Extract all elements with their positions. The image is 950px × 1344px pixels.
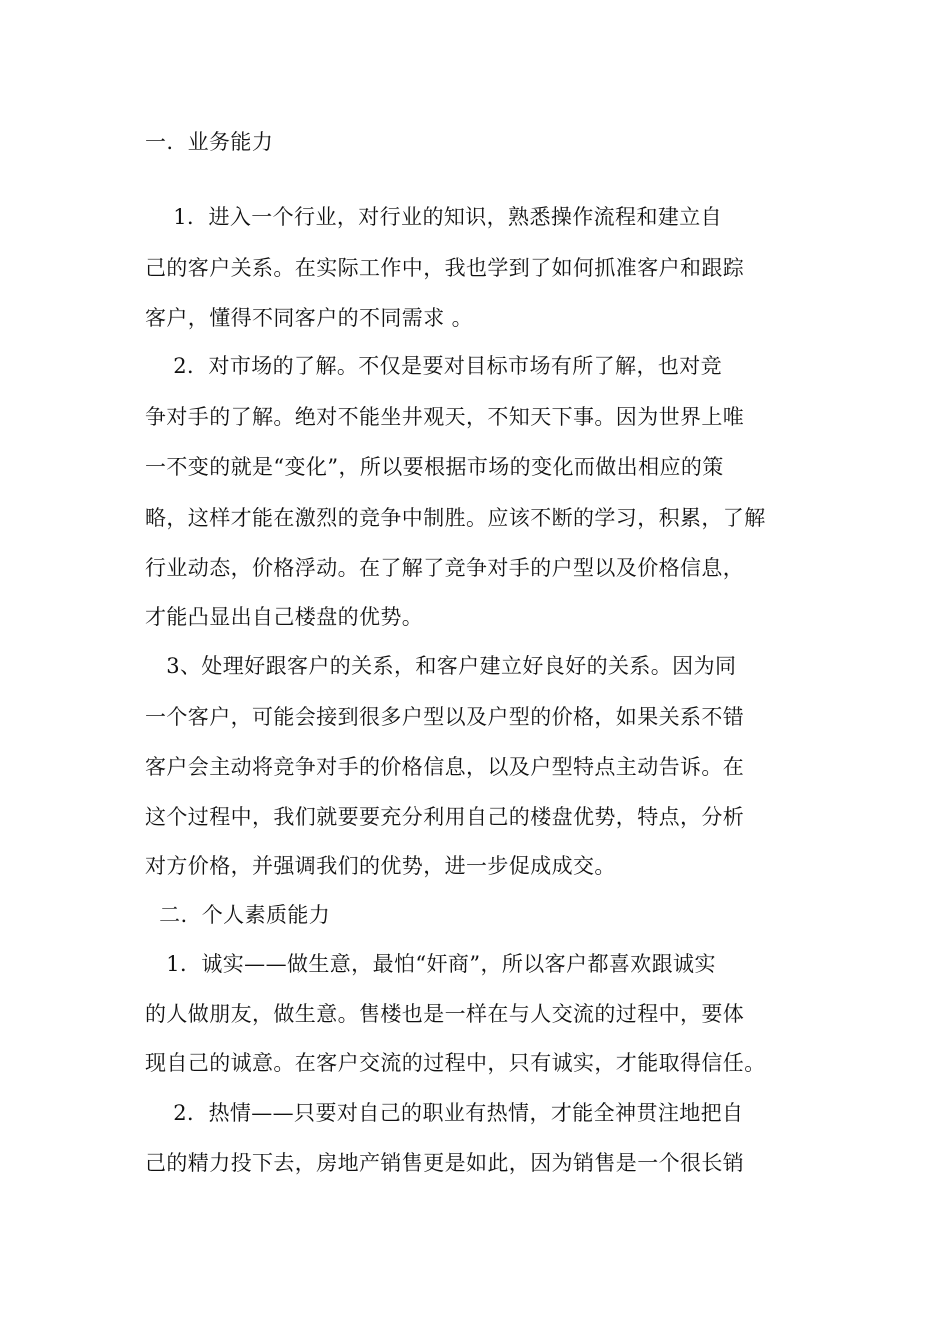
paragraph-line: 己的精力投下去，房地产销售更是如此，因为销售是一个很长销: [145, 1151, 745, 1175]
paragraph-line: 争对手的了解。绝对不能坐井观天，不知天下事。因为世界上唯: [145, 405, 745, 429]
paragraph-line: 1．诚实——做生意，最怕“奸商”，所以客户都喜欢跟诚实: [145, 952, 716, 976]
paragraph-line: 对方价格，并强调我们的优势，进一步促成成交。: [145, 854, 616, 878]
paragraph-line: 1．进入一个行业，对行业的知识，熟悉操作流程和建立自: [145, 205, 723, 229]
paragraph-line: 客户，懂得不同客户的不同需求 。: [145, 306, 474, 330]
section-heading: 一. 业务能力: [145, 130, 274, 154]
paragraph-line: 己的客户关系。在实际工作中，我也学到了如何抓准客户和跟踪: [145, 256, 745, 280]
paragraph-line: 现自己的诚意。在客户交流的过程中，只有诚实，才能取得信任。: [145, 1051, 766, 1075]
paragraph-line: 才能凸显出自己楼盘的优势。: [145, 605, 424, 629]
paragraph-line: 行业动态，价格浮动。在了解了竞争对手的户型以及价格信息，: [145, 556, 745, 580]
paragraph-line: 2．热情——只要对自己的职业有热情，才能全神贯注地把自: [145, 1101, 744, 1125]
paragraph-line: 的人做朋友，做生意。售楼也是一样在与人交流的过程中，要体: [145, 1002, 745, 1026]
paragraph-line: 略，这样才能在激烈的竞争中制胜。应该不断的学习，积累，了解: [145, 506, 766, 530]
paragraph-line: 2．对市场的了解。不仅是要对目标市场有所了解，也对竞: [145, 354, 723, 378]
paragraph-line: 一个客户，可能会接到很多户型以及户型的价格，如果关系不错: [145, 705, 745, 729]
paragraph-line: 一不变的就是“变化”，所以要根据市场的变化而做出相应的策: [145, 455, 724, 479]
section-heading: 二. 个人素质能力: [145, 903, 331, 927]
paragraph-line: 3、处理好跟客户的关系，和客户建立好良好的关系。因为同: [145, 654, 737, 678]
paragraph-line: 客户会主动将竞争对手的价格信息，以及户型特点主动告诉。在: [145, 755, 745, 779]
paragraph-line: 这个过程中，我们就要要充分利用自己的楼盘优势，特点，分析: [145, 805, 745, 829]
